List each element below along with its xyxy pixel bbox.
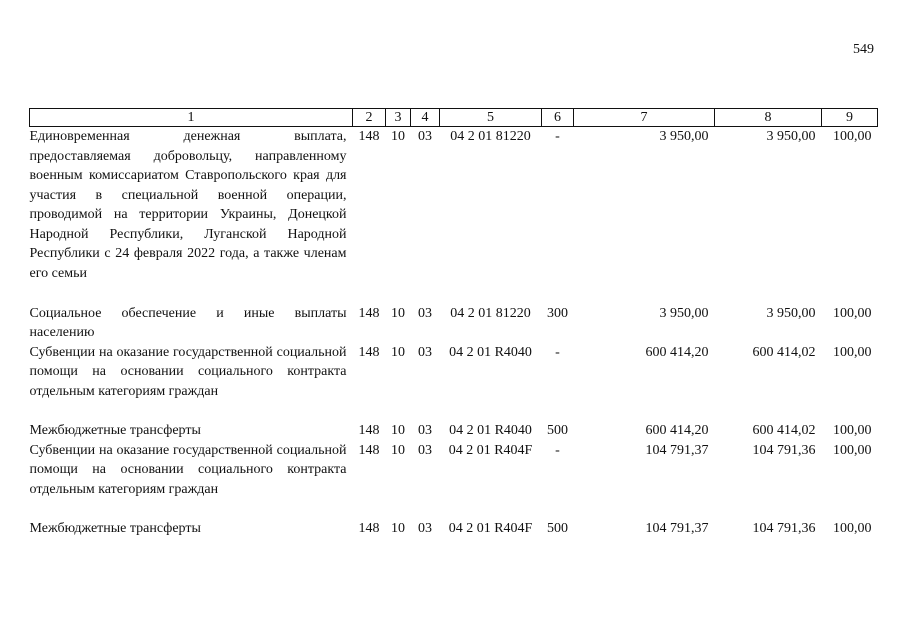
- row-name: Субвенции на оказание государственной социальной помощи на основании социального контракта отдельным категориям граждан: [29, 344, 347, 399]
- header-col-7: 7: [574, 109, 715, 127]
- table-row: [30, 519, 878, 539]
- table-row: [30, 304, 878, 343]
- row-name: Межбюджетные трансферты: [29, 520, 201, 536]
- header-col-9: 9: [822, 109, 878, 127]
- row-ministry-code: 148: [358, 422, 380, 438]
- row-expense-type: -: [555, 442, 560, 458]
- row-ministry-code: 148: [358, 305, 380, 321]
- row-section-code: 10: [391, 520, 405, 536]
- row-planned-amount: 104 791,37: [645, 442, 709, 458]
- budget-table: [29, 108, 878, 539]
- row-percent: 100,00: [833, 129, 872, 144]
- row-executed-amount: 600 414,02: [752, 422, 816, 438]
- row-target-article: 04 2 01 R404F: [448, 442, 533, 458]
- row-executed-amount: 104 791,36: [752, 520, 816, 536]
- row-expense-type: 500: [547, 422, 568, 438]
- row-name: Социальное обеспечение и иные выплаты населению: [29, 305, 347, 340]
- row-planned-amount: 600 414,20: [645, 344, 709, 360]
- row-subsection-code: 03: [418, 129, 432, 144]
- row-percent: 100,00: [833, 442, 872, 458]
- header-col-8: 8: [715, 109, 822, 127]
- row-section-code: 10: [391, 442, 405, 458]
- row-section-code: 10: [391, 422, 405, 438]
- row-subsection-code: 03: [418, 305, 432, 321]
- row-target-article: 04 2 01 R4040: [449, 344, 532, 360]
- row-ministry-code: 148: [358, 344, 380, 360]
- header-col-5: 5: [440, 109, 542, 127]
- row-executed-amount: 104 791,36: [752, 442, 816, 458]
- header-col-3: 3: [386, 109, 411, 127]
- header-row: [30, 109, 878, 127]
- row-planned-amount: 3 950,00: [659, 129, 709, 144]
- table-row: [30, 343, 878, 421]
- row-expense-type: -: [555, 344, 560, 360]
- row-target-article: 04 2 01 81220: [450, 305, 531, 321]
- row-target-article: 04 2 01 R4040: [449, 422, 532, 438]
- row-executed-amount: 600 414,02: [752, 344, 816, 360]
- header-col-1: 1: [30, 109, 353, 127]
- row-name: Межбюджетные трансферты: [29, 422, 201, 438]
- row-target-article: 04 2 01 R404F: [448, 520, 533, 536]
- page-number: 549: [853, 42, 874, 57]
- row-expense-type: -: [555, 129, 560, 144]
- row-subsection-code: 03: [418, 344, 432, 360]
- table-row: [30, 421, 878, 441]
- row-ministry-code: 148: [358, 129, 380, 144]
- row-ministry-code: 148: [358, 442, 380, 458]
- row-planned-amount: 3 950,00: [659, 305, 709, 321]
- row-section-code: 10: [391, 305, 405, 321]
- table-row: [30, 441, 878, 519]
- row-section-code: 10: [391, 344, 405, 360]
- row-subsection-code: 03: [418, 422, 432, 438]
- row-planned-amount: 104 791,37: [645, 520, 709, 536]
- row-target-article: 04 2 01 81220: [450, 129, 531, 144]
- row-subsection-code: 03: [418, 442, 432, 458]
- table-row: [30, 127, 878, 304]
- row-expense-type: 500: [547, 520, 568, 536]
- row-planned-amount: 600 414,20: [645, 422, 709, 438]
- row-expense-type: 300: [547, 305, 568, 321]
- row-executed-amount: 3 950,00: [766, 129, 816, 144]
- row-subsection-code: 03: [418, 520, 432, 536]
- header-col-2: 2: [353, 109, 386, 127]
- row-percent: 100,00: [833, 305, 872, 321]
- row-section-code: 10: [391, 129, 405, 144]
- row-percent: 100,00: [833, 344, 872, 360]
- header-col-4: 4: [411, 109, 440, 127]
- row-ministry-code: 148: [358, 520, 380, 536]
- row-executed-amount: 3 950,00: [766, 305, 816, 321]
- row-name: Субвенции на оказание государственной социальной помощи на основании социального контракта отдельным категориям граждан: [29, 442, 347, 497]
- row-name: Единовременная денежная выплата, предоставляемая добровольцу, направленному военным комиссариатом Ставропольского края для участия в специальной военной операции, проводимой на территории Украины, Донецкой Народной Республики, Луганской Народной Республики с 24 февраля 2022 года, а также членам его семьи: [29, 129, 347, 281]
- row-percent: 100,00: [833, 520, 872, 536]
- header-col-6: 6: [542, 109, 574, 127]
- row-percent: 100,00: [833, 422, 872, 438]
